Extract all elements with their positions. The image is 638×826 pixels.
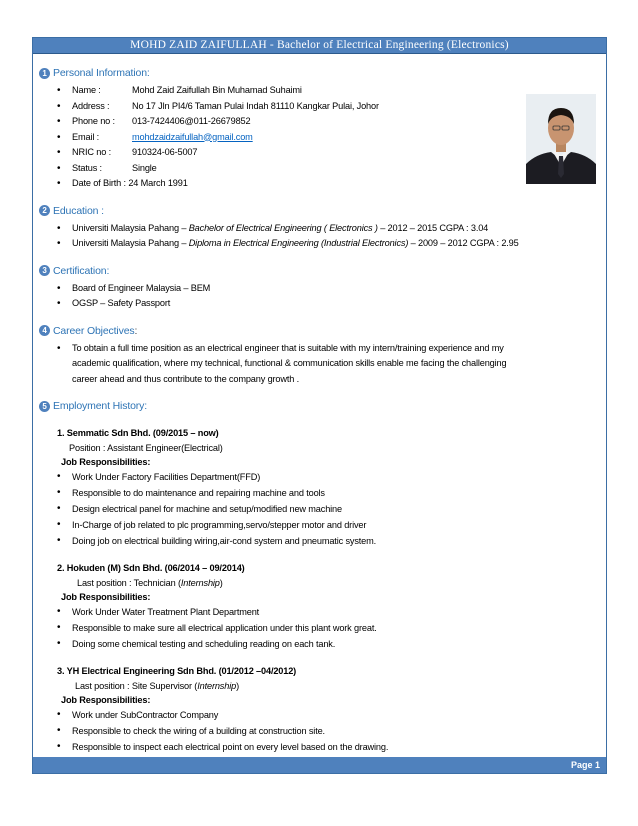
phone-label: Phone no : [72,116,115,126]
address-value: No 17 Jln PI4/6 Taman Pulai Indah 81110 Kangkar Pulai, Johor [132,100,379,111]
phone-value: 013-7424406@011-26679852 [132,116,251,126]
list-item: • Work Under Water Treatment Plant Department [39,604,597,620]
section-number-badge: 5 [39,401,50,412]
objective-line: career ahead and thus contribute to the company growth . [72,373,300,384]
career-objectives-list [39,341,597,388]
objective-line: academic qualification, where my technical, functional & communication skills enable me facing the challenging [72,358,507,368]
certification-list [39,281,597,312]
resume-page [32,37,607,774]
nric-label: NRIC no : [72,147,111,157]
email-link[interactable]: mohdzaidzaifullah@gmail.com [132,131,253,142]
resume-content [39,66,597,755]
list-item: • Responsible to inspect each electrical point on every level based on the drawing. [39,739,597,755]
list-item [39,114,597,130]
address-label: Address : [72,100,110,111]
date-of-birth: Date of Birth : 24 March 1991 [72,178,188,188]
career-objectives-colon: : [134,324,138,337]
job-1-position: Position : Assistant Engineer(Electrical) [69,443,223,453]
list-item [39,145,597,161]
section-number-badge: 4 [39,325,50,336]
job-1-responsibilities-label: Job Responsibilities: [61,457,151,467]
job-3-responsibilities [39,707,597,755]
position-label: Last position : Technician ( [77,578,181,588]
career-objectives-heading [39,324,597,338]
education-title: Education : [53,204,104,217]
personal-info-heading [39,66,597,80]
employment-heading [39,399,597,413]
job-2-responsibilities-label: Job Responsibilities: [61,592,151,602]
job-2-heading: 2. Hokuden (M) Sdn Bhd. (06/2014 – 09/2014) [57,563,245,573]
list-item: • Responsible to check the wiring of a building at construction site. [39,723,597,739]
job-3-heading: 3. YH Electrical Engineering Sdn Bhd. (01/2012 –04/2012) [57,666,297,676]
list-item [39,176,597,192]
position-type: Internship [180,578,220,588]
list-item [39,221,597,237]
job-3-position [75,679,597,693]
degree-details: – 2012 – 2015 CGPA : 3.04 [377,222,489,233]
list-item: • Work under SubContractor Company [39,707,597,723]
list-item [39,161,597,177]
job-3-responsibilities-label: Job Responsibilities: [61,695,151,705]
list-item [39,130,597,146]
footer-bar [33,757,606,773]
career-objectives-title: Career Objectives [53,324,135,337]
position-type: Internship [197,681,237,691]
job-2-position [77,576,597,590]
position-label: Last position : Site Supervisor ( [75,681,198,691]
personal-info-title: Personal Information: [53,67,150,79]
list-item: • In-Charge of job related to plc programming,servo/stepper motor and driver [39,517,597,533]
nric-value: 910324-06-5007 [132,147,198,157]
list-item [39,83,597,99]
job-2-responsibilities [39,604,597,652]
email-label: Email : [72,131,100,142]
position-close: ) [236,681,239,691]
status-value: Single [132,162,157,173]
university-name: Universiti Malaysia Pahang – [72,222,189,233]
diploma-name: Diploma in Electrical Engineering (Industrial Electronics) [188,238,409,248]
list-item: • Responsible to make sure all electrical application under this plant work great. [39,620,597,636]
list-item: • Doing job on electrical building wiring,air-cond system and pneumatic system. [39,533,597,549]
list-item: • Board of Engineer Malaysia – BEM [39,281,597,297]
name-value: Mohd Zaid Zaifullah Bin Muhamad Suhaimi [132,85,302,95]
list-item [39,341,597,388]
education-heading [39,204,597,218]
employment-title: Employment History: [53,400,148,412]
section-number-badge: 2 [39,205,50,216]
job-1-heading: 1. Semmatic Sdn Bhd. (09/2015 – now) [57,428,219,438]
job-1-responsibilities [39,469,597,549]
degree-name: Bachelor of Electrical Engineering ( Electronics ) [188,222,378,233]
list-item: • Work Under Factory Facilities Department(FFD) [39,469,597,485]
section-number-badge: 3 [39,265,50,276]
header-bar [33,38,606,54]
status-label: Status : [72,162,102,173]
personal-info-list [39,83,597,192]
education-list [39,221,597,252]
list-item: • Doing some chemical testing and scheduling reading on each tank. [39,636,597,652]
header-title: MOHD ZAID ZAIFULLAH - Bachelor of Electrical Engineering (Electronics) [130,39,509,51]
page-number: Page 1 [570,760,600,770]
list-item: • OGSP – Safety Passport [39,296,597,312]
list-item: • Design electrical panel for machine and setup/modified new machine [39,501,597,517]
certification-title: Certification: [53,264,110,277]
certification-heading [39,264,597,278]
list-item [39,236,597,252]
university-name: Universiti Malaysia Pahang – [72,238,189,248]
list-item [39,99,597,115]
objective-line: To obtain a full time position as an electrical engineer that is suitable with my intern/training experience and my [72,342,504,353]
position-close: ) [219,578,223,588]
diploma-details: – 2009 – 2012 CGPA : 2.95 [408,238,519,248]
name-label: Name : [72,85,101,95]
section-number-badge: 1 [39,68,50,79]
list-item: • Responsible to do maintenance and repairing machine and tools [39,485,597,501]
